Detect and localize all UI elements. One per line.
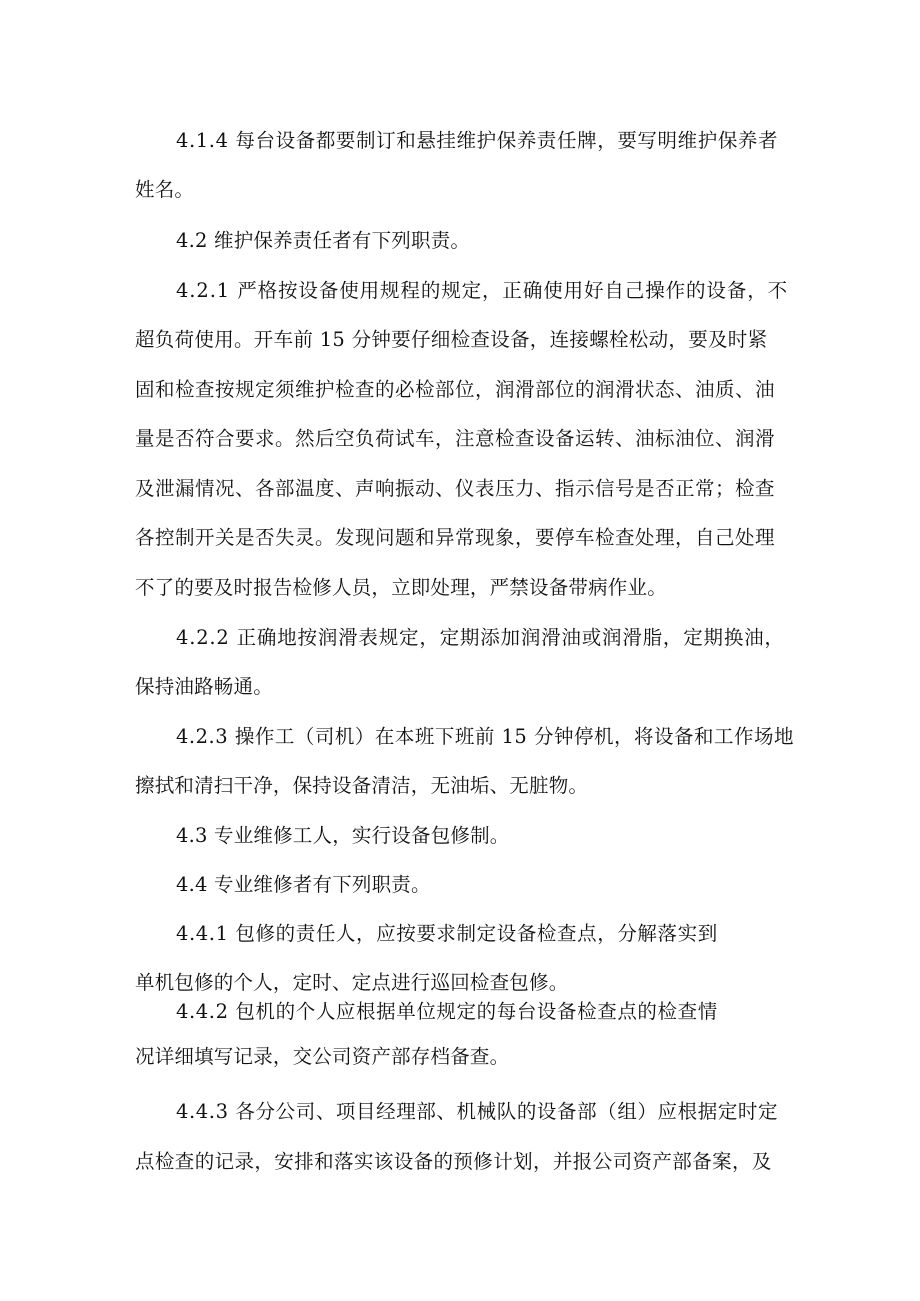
text-line: 4.3 专业维修工人，实行设备包修制。: [176, 824, 510, 847]
text-line: 4.2.2 正确地按润滑表规定，定期添加润滑油或润滑脂，定期换油，: [176, 626, 785, 649]
text-line: 4.4.3 各分公司、项目经理部、机械队的设备部（组）应根据定时定: [176, 1100, 779, 1123]
text-line: 保持油路畅通。: [135, 675, 273, 698]
text-line: 擦拭和清扫干净，保持设备清洁，无油垢、无脏物。: [135, 774, 589, 797]
text-line: 单机包修的个人，定时、定点进行巡回检查包修。: [135, 971, 569, 994]
text-line: 4.1.4 每台设备都要制订和悬挂维护保养责任牌，要写明维护保养者: [176, 129, 779, 152]
text-line: 况详细填写记录，交公司资产部存档备查。: [135, 1045, 510, 1068]
text-line: 点检查的记录，安排和落实该设备的预修计划，并报公司资产部备案，及: [135, 1150, 772, 1173]
text-line: 4.2 维护保养责任者有下列职责。: [176, 229, 471, 252]
text-line: 4.4.1 包修的责任人，应按要求制定设备检查点，分解落实到: [176, 922, 718, 945]
text-line: 固和检查按规定须维护检查的必检部位，润滑部位的润滑状态、油质、油: [135, 378, 776, 401]
text-line: 4.2.3 操作工（司机）在本班下班前 15 分钟停机，将设备和工作场地: [176, 725, 795, 748]
text-line: 4.4 专业维修者有下列职责。: [176, 873, 431, 896]
text-line: 量是否符合要求。然后空负荷试车，注意检查设备运转、油标油位、润滑: [135, 427, 776, 450]
text-line: 各控制开关是否失灵。发现问题和异常现象，要停车检查处理，自己处理: [135, 526, 776, 549]
text-line: 超负荷使用。开车前 15 分钟要仔细检查设备，连接螺栓松动，要及时紧: [135, 328, 768, 351]
text-line: 4.2.1 严格按设备使用规程的规定，正确使用好自己操作的设备，不: [176, 279, 789, 302]
text-line: 姓名。: [135, 178, 195, 201]
text-line: 4.4.2 包机的个人应根据单位规定的每台设备检查点的检查情: [176, 1000, 718, 1023]
text-line: 及泄漏情况、各部温度、声响振动、仪表压力、指示信号是否正常；检查: [135, 477, 776, 500]
text-line: 不了的要及时报告检修人员，立即处理，严禁设备带病作业。: [135, 576, 667, 599]
